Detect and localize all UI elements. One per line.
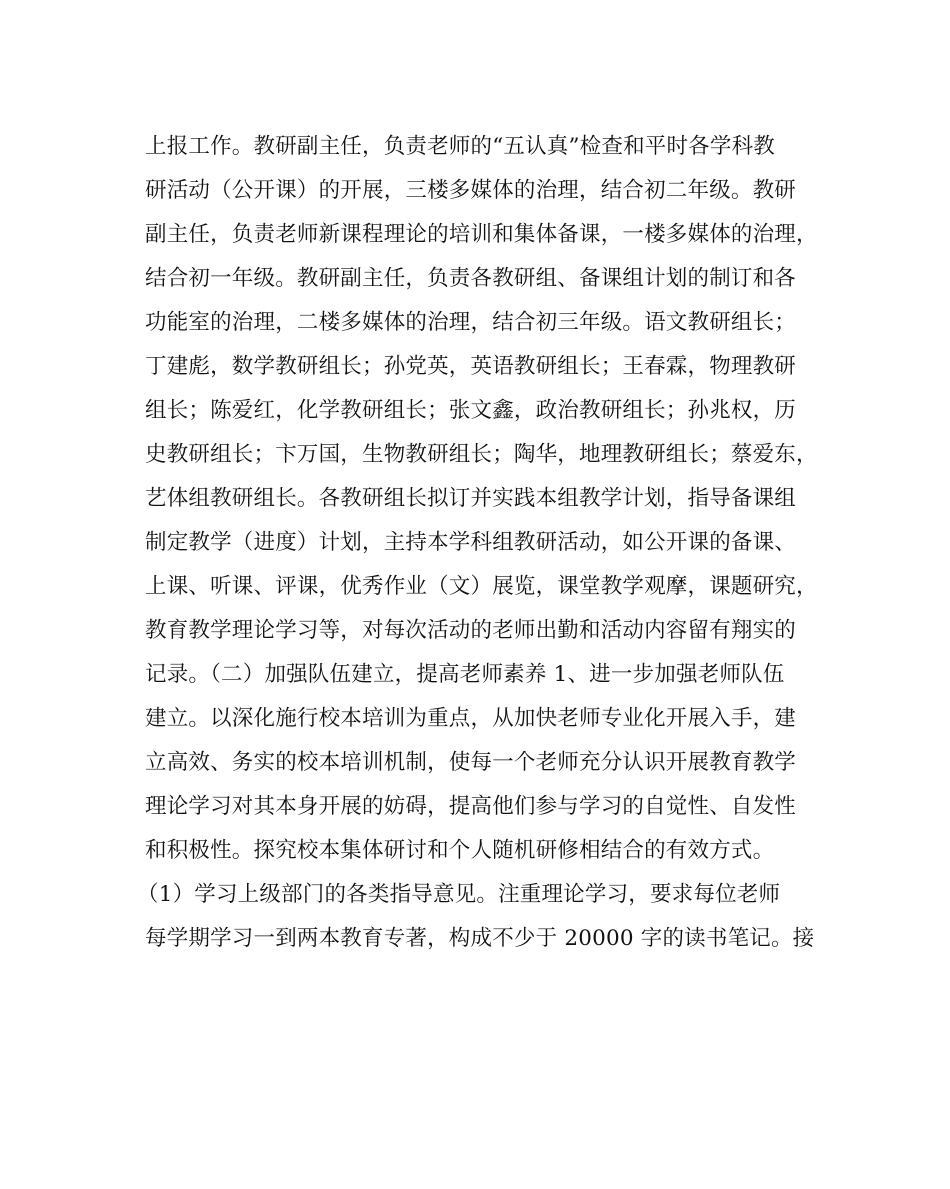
text-line: 功能室的治理，二楼多媒体的治理，结合初三年级。语文教研组长； [145, 310, 797, 335]
text-line: 上课、听课、评课，优秀作业（文）展览，课堂教学观摩，课题研究， [145, 574, 818, 599]
text-line: 丁建彪，数学教研组长；孙党英，英语教研组长；王春霖，物理教研 [145, 354, 797, 379]
text-line: 艺体组教研组长。各教研组长拟订并实践本组教学计划，指导备课组 [145, 486, 797, 511]
text-line: 教育教学理论学习等，对每次活动的老师出勤和活动内容留有翔实的 [145, 618, 797, 643]
text-line: 上报工作。教研副主任，负责老师的“五认真”检查和平时各学科教 [145, 134, 775, 159]
text-line: 副主任，负责老师新课程理论的培训和集体备课，一楼多媒体的治理， [145, 222, 818, 247]
text-line: 记录。（二）加强队伍建立，提高老师素养 1、进一步加强老师队伍 [145, 662, 785, 687]
text-line: 制定教学（进度）计划，主持本学科组教研活动，如公开课的备课、 [145, 530, 797, 555]
text-line: 立高效、务实的校本培训机制，使每一个老师充分认识开展教育教学 [145, 750, 797, 775]
text-line: 每学期学习一到两本教育专著，构成不少于 20000 字的读书笔记。接 [145, 926, 815, 951]
text-line: 建立。以深化施行校本培训为重点，从加快老师专业化开展入手，建 [145, 706, 797, 731]
text-line: 研活动（公开课）的开展，三楼多媒体的治理，结合初二年级。教研 [145, 178, 797, 203]
text-line: 和积极性。探究校本集体研讨和个人随机研修相结合的有效方式。 [145, 838, 775, 863]
document-body [137, 125, 835, 961]
text-line: （1）学习上级部门的各类指导意见。注重理论学习，要求每位老师 [137, 882, 781, 907]
text-line: 理论学习对其本身开展的妨碍，提高他们参与学习的自觉性、自发性 [145, 794, 797, 819]
text-line: 组长；陈爱红，化学教研组长；张文鑫，政治教研组长；孙兆权，历 [145, 398, 797, 423]
text-line: 结合初一年级。教研副主任，负责各教研组、备课组计划的制订和各 [145, 266, 797, 291]
text-line: 史教研组长；卞万国，生物教研组长；陶华，地理教研组长；蔡爱东， [145, 442, 818, 467]
